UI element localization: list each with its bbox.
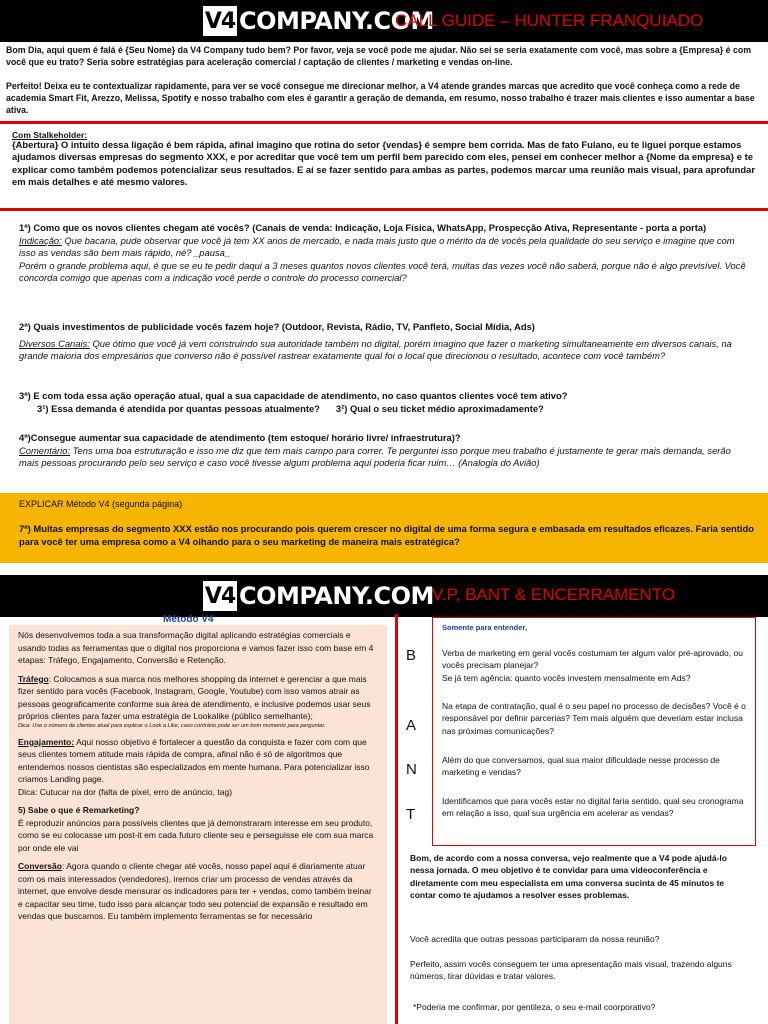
vertical-divider xyxy=(395,614,398,1024)
question-3-sub-2: 3²) Qual o seu ticket médio aproximadamente? xyxy=(335,402,544,414)
page1-title: CALL GUIDE – HUNTER FRANQUIADO xyxy=(395,11,704,30)
bant-header: Somente para entender, xyxy=(442,623,528,632)
trafego-dica: Dica: Use o número de clientes atual para explicar o Look a Like, caso contrário pode ser um bom momento para perguntar. xyxy=(18,722,326,729)
close-paragraph-3: Perfeito, assim vocês conseguem ter uma apresentação mais visual, trazendo alguns números, tirar dúvidas e tratar valores. xyxy=(410,959,732,982)
remarketing-title: 5) Sabe o que é Remarketing? xyxy=(18,805,140,815)
question-4-title: 4ª)Consegue aumentar sua capacidade de atendimento (tem estoque/ horário livre/ infraestrutura)? xyxy=(19,432,461,443)
remarketing-body: É reproduzir anúncios para possíveis clientes que já demonstraram interesse em seu produto, como se eu colocasse um post-it em cada futuro cliente seu e perseguisse ele com sua marca por onde ele vai xyxy=(18,817,374,853)
question-1-title: 1ª) Como que os novos clientes chegam até vocês? (Canais de venda: Indicação, Loja Física, WhatsApp, Prospecção Ativa, Representante - porta a porta) xyxy=(19,222,707,233)
question-1-body-2: Porém o grande problema aqui, é que se eu te pedir daqui a 3 meses quantos novos clientes você terá, muitas das vezes você não saberá, porque não é algo previsível. Você concorda comigo que apenas com a indicação você perde o controle do processo comercial? xyxy=(19,259,746,283)
v4-logo-mark: V4 xyxy=(203,6,237,36)
metodo-v4-title: Método V4 xyxy=(163,614,214,625)
stakeholder-label: Com Stalkeholder: xyxy=(12,130,88,140)
page1-header xyxy=(0,0,768,42)
close-paragraph-4: *Poderia me confirmar, por gentileza, o seu e-mail coorporativo? xyxy=(413,1002,656,1012)
metodo-intro: Nós desenvolvemos toda a sua transformação digital aplicando estratégias comerciais e usando todas as ferramentas que o digital nos proporciona e vamos fazer isso com base em 4 etapas: Tráfego, Engajamento, Conversão e Retenção. xyxy=(18,630,374,665)
bant-authority: Na etapa de contratação, qual é o seu papel no processo de decisões? Você é o responsável por definir parcerias? Tem mais alguém que deveriam estar inclusa nas próximas comunicações? xyxy=(442,701,746,736)
bant-budget: Verba de marketing em geral vocês costumam ter algum valor pré-aprovado, ou vocês precisam planejar? Se já tem agência: quanto vocês investem mensalmente em Ads? xyxy=(442,648,743,683)
metodo-v4-content xyxy=(18,629,378,929)
page2-title: V.P, BANT & ENCERRAMENTO xyxy=(432,585,676,604)
question-1-body: Que bacana, pude observar que você já tem XX anos de mercado, e nada mais justo que o mérito da de vocês pela qualidade do seu serviço e imagine que com isso as vendas são bem mais rápido, né? _pausa_ xyxy=(19,234,735,258)
intro-paragraph-2: Perfeito! Deixa eu te contextualizar rapidamente, para ver se você consegue me direcionar melhor, a V4 atende grandes marcas que acredito que você conheça como a rede de academia Smart Fit, Arezzo, Melissa, Spotify e nosso trabalho com eles é garantir a geração de demanda, em resumo, nosso trabalho é trazer mais clientes e isso aumentar a base ativa. xyxy=(6,81,755,115)
divider-1 xyxy=(0,121,768,124)
engajamento-body: Aqui nosso objetivo é fortalecer a questão da conquista e fazer com com que seus clientes tomem atitude mais rápida de compra, afinal não é só de algoritmos que entendemos nossos cientistas são especializados em mente humana. Para potencializar isso criamos Landing page. xyxy=(18,736,370,784)
bant-timeline: Identificamos que para vocês estar no digital faria sentido, qual seu cronograma em relação a isso, qual sua urgência em acelerar as vendas? xyxy=(442,796,744,819)
question-1-label: Indicação: xyxy=(19,234,62,246)
v4-logo-text-2: COMPANY.COM xyxy=(239,582,434,610)
question-2-body: Que ótimo que você já vem construindo sua autoridade também no digital, porém imagino que fazer o marketing simultaneamente em diversos canais, na grande maioria dos empresários que converso não é possível rastrear exatamente qual foi o local que direcionou o resultado, acontece com você também? xyxy=(19,337,732,361)
bant-letter-a: A xyxy=(406,717,417,734)
trafego-body: : Colocamos a sua marca nos melhores shopping da internet e gerenciar a que mais fizer sentido para vocês (Facebook, Instagram, Google, Youtube) com isso vamos atrair as pessoas geograficamente conforme sua área de atendimento, e inclusive podemos usar seus próprios clientes para fazer uma estratégia de Lookalike (público semelhante); xyxy=(18,673,371,721)
question-1 xyxy=(19,222,749,285)
bant-letter-n: N xyxy=(406,761,417,778)
explicar-metodo: EXPLICAR Método V4 (segunda página) xyxy=(19,499,183,509)
bant-letter-t: T xyxy=(406,806,416,823)
yellow-callout xyxy=(0,493,768,563)
trafego-label: Tráfego xyxy=(18,673,49,684)
v4-logo-2 xyxy=(203,581,434,611)
divider-2 xyxy=(0,208,768,211)
question-7: 7ª) Muitas empresas do segmento XXX estão nos procurando pois querem crescer no digital de uma forma segura e embasada em resultados eficazes. Faria sentido para você ter uma empresa como a V4 olhando para o seu marketing de maneira mais estratégica? xyxy=(19,523,754,547)
question-2 xyxy=(19,321,749,363)
engajamento-dica: Dica: Cutucar na dor (falta de pixel, erro de anúncio, tag) xyxy=(18,786,233,797)
v4-logo-mark-2: V4 xyxy=(203,581,237,611)
question-4 xyxy=(19,432,749,470)
question-2-label: Diversos Canais: xyxy=(19,337,90,349)
engajamento-label: Engajamento: xyxy=(18,736,75,747)
conversao-label: Conversão xyxy=(18,861,62,871)
bant-letter-b: B xyxy=(406,647,417,664)
close-paragraph-2: Você acredita que outras pessoas participaram da nossa reunião? xyxy=(410,934,660,944)
bant-need: Além do que conversamos, qual sua maior dificuldade nesse processo de marketing e vendas? xyxy=(442,755,720,778)
question-4-body: Tens uma boa estruturação e isso me diz que tem mais campo para correr. Te perguntei isso porque meu trabalho é justamente te gerar mais demanda, serão mais pessoas procurando pelo seu serviço e caso você tivesse algum problema aqui poderia ficar ruim… (Analogia do Avião) xyxy=(19,444,731,468)
question-2-title: 2ª) Quais investimentos de publicidade vocês fazem hoje? (Outdoor, Revista, Rádio, TV, Panfleto, Social Mídia, Ads) xyxy=(19,321,535,332)
intro-paragraph-1: Bom Dia, aqui quem é falá é {Seu Nome} da V4 Company tudo bem? Por favor, veja se você pode me ajudar. Não sei se seria exatamente com você, mas sobre a {Empresa} é com você que eu trato? Seria sobre estratégias para aceleração comercial / captação de clientes / marketing e vendas on-line. xyxy=(6,45,752,67)
close-paragraph-1: Bom, de acordo com a nossa conversa, vejo realmente que a V4 pode ajudá-lo nessa jornada. O meu objetivo é te convidar para uma videoconferência e diretamente com meu especialista em uma conversa sucinta de 45 minutos te contar como te ajudamos a resolver esses problemas. xyxy=(410,853,727,900)
question-3 xyxy=(19,390,749,415)
conversao-body: : Agora quando o cliente chegar até vocês, nosso papel aqui é diariamente atuar com os mais interessados (vendedores), iremos criar um processo de vendas através da internet, que envolve desde mensurar os indicadores para ter + vendas, como também treinar e capacitar seu time, tudo isso para alcançar todo seu potencial de expansão e resultado em vendas que buscamos. Eu também implemento ferramentas se for necessário xyxy=(18,861,372,921)
question-4-label: Comentário: xyxy=(19,444,71,456)
question-3-sub-1: 3¹) Essa demanda é atendida por quantas pessoas atualmente? xyxy=(37,402,320,414)
question-3-title: 3ª) E com toda essa ação operação atual, qual a sua capacidade de atendimento, no caso quantos clientes você tem ativo? xyxy=(19,390,568,401)
stakeholder-text: {Abertura} O intuito dessa ligação é bem rápida, afinal imagino que rotina do setor {vendas} é sempre bem corrida. Mas de fato Fulano, eu te liguei porque estamos ajudamos diversas empresas do segmento XXX, e por acreditar que você tem um perfil bem parecido com eles, pensei em conhecer melhor a {Nome da empresa} e te explicar como também podemos potencializar seus resultados. E aí se fazer sentido para ambas as partes, podemos marcar uma reunião mais visual, para aprofundar em mais detalhes e até mesmo valores. xyxy=(12,139,755,187)
v4-logo-text: COMPANY.COM xyxy=(239,7,434,35)
page2-header xyxy=(0,575,768,617)
